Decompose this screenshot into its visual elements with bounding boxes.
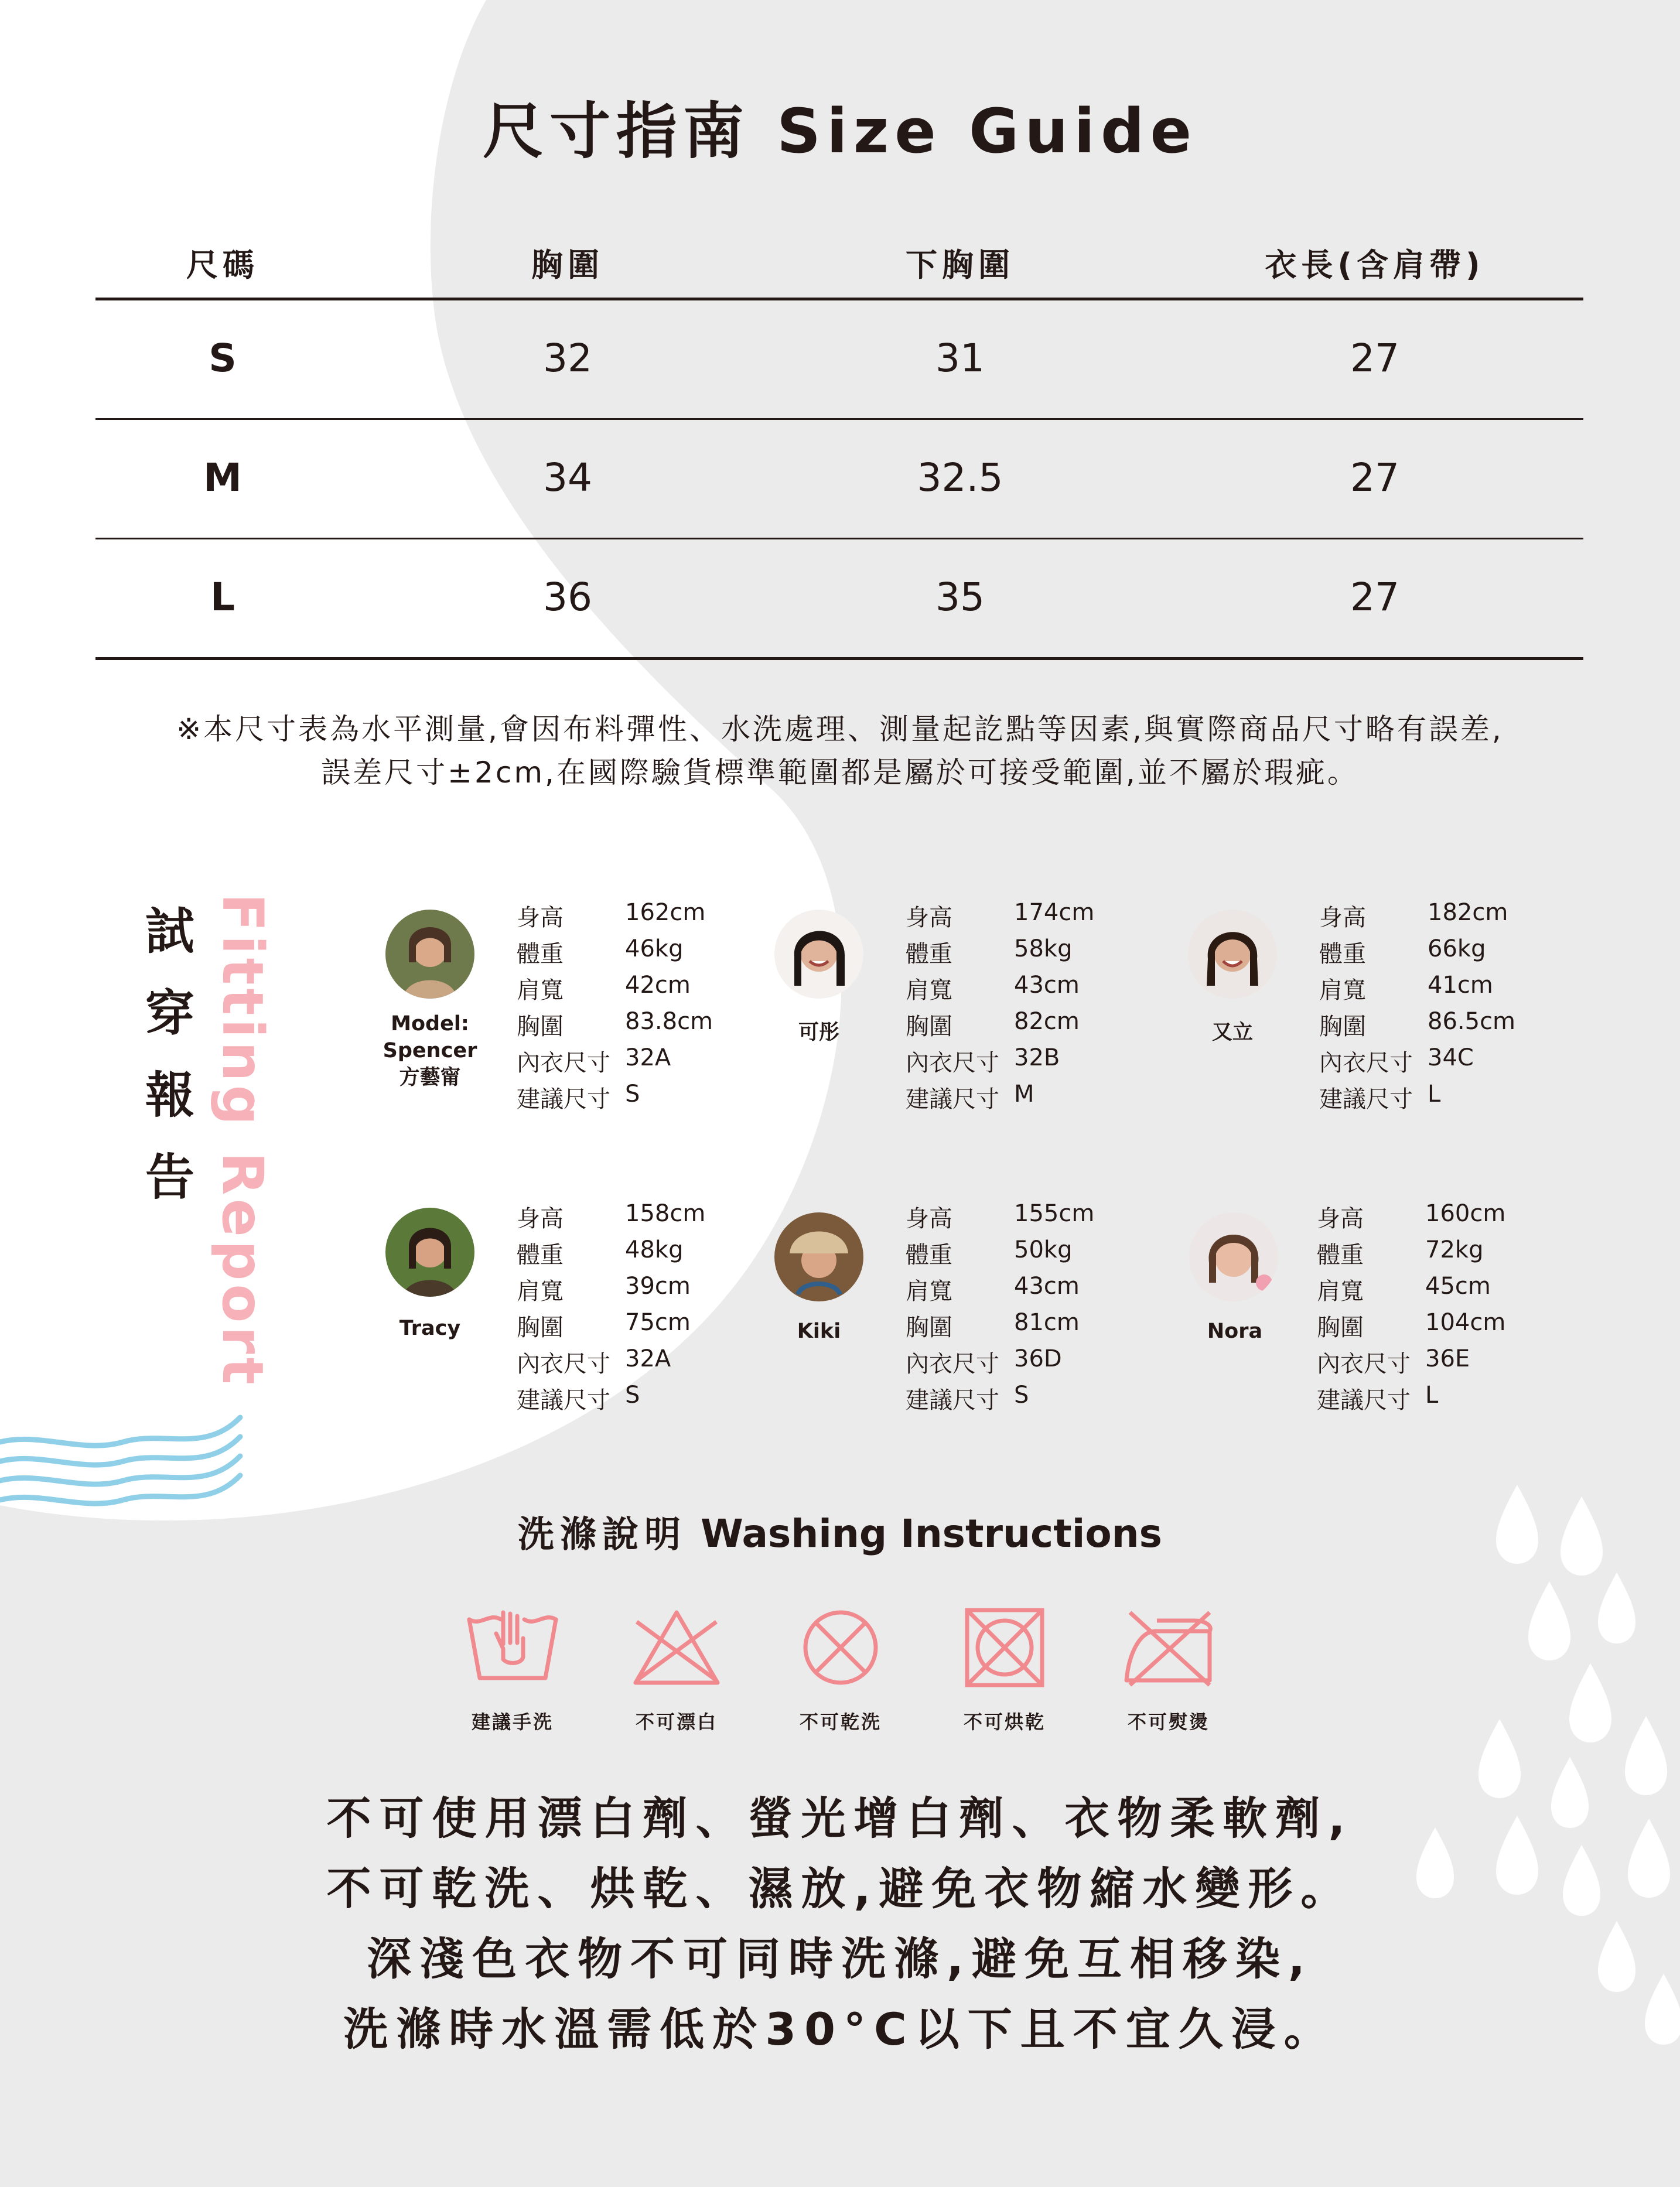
cell-bust: 32 xyxy=(543,336,592,381)
stat-label: 胸圍 xyxy=(1319,1013,1366,1040)
table-row xyxy=(95,420,1583,539)
stat-row xyxy=(1317,1200,1563,1236)
table-header-row xyxy=(95,228,1583,300)
stat-label: 建議尺寸 xyxy=(906,1086,999,1113)
stat-label: 身高 xyxy=(1319,904,1366,931)
model-name xyxy=(383,1010,477,1091)
stat-row xyxy=(1317,1309,1563,1345)
stat-value: 72kg xyxy=(1425,1236,1484,1263)
heading-char: 告 xyxy=(145,1149,194,1206)
stat-value: 83.8cm xyxy=(625,1008,713,1035)
washing-label: 不可熨燙 xyxy=(1127,1711,1210,1733)
stat-label: 體重 xyxy=(1319,941,1366,968)
stat-label: 建議尺寸 xyxy=(517,1387,610,1414)
stat-value: 36D xyxy=(1014,1345,1062,1372)
stat-value: L xyxy=(1425,1382,1439,1409)
stat-row xyxy=(906,1044,1152,1081)
stat-row xyxy=(906,1382,1152,1418)
stat-label: 身高 xyxy=(906,904,952,931)
stat-label: 內衣尺寸 xyxy=(1319,1050,1413,1077)
stat-value: 162cm xyxy=(625,899,706,926)
stat-row xyxy=(1317,1345,1563,1382)
stat-row xyxy=(906,1236,1152,1273)
stat-value: 39cm xyxy=(625,1273,691,1300)
model-name xyxy=(1212,1019,1253,1046)
note-line: ※本尺寸表為水平測量,會因布料彈性、水洗處理、測量起訖點等因素,與實際商品尺寸略有誤差, xyxy=(176,712,1504,746)
table-row xyxy=(95,300,1583,420)
stat-label: 體重 xyxy=(906,941,952,968)
stat-label: 胸圍 xyxy=(906,1314,952,1341)
model-name xyxy=(399,1315,460,1342)
stat-value: 34C xyxy=(1428,1044,1474,1071)
stat-value: 160cm xyxy=(1425,1200,1506,1227)
heading-char: 試 xyxy=(145,903,194,960)
stat-row xyxy=(517,1309,763,1345)
stat-label: 建議尺寸 xyxy=(517,1086,610,1113)
model-name-line: 又立 xyxy=(1211,1021,1254,1044)
stat-label: 胸圍 xyxy=(1317,1314,1364,1341)
stat-value: 174cm xyxy=(1014,899,1095,926)
stat-label: 體重 xyxy=(906,1242,952,1269)
measurement-note xyxy=(0,708,1680,794)
model-avatar xyxy=(774,1212,863,1301)
stat-value: 155cm xyxy=(1014,1200,1095,1227)
washing-text-line: 不可乾洗、烘乾、濕放,避免衣物縮水變形。 xyxy=(326,1863,1354,1915)
stat-row xyxy=(517,1200,763,1236)
stat-label: 內衣尺寸 xyxy=(906,1050,999,1077)
stat-value: 45cm xyxy=(1425,1273,1491,1300)
stat-value: 66kg xyxy=(1428,935,1486,962)
stat-label: 體重 xyxy=(1317,1242,1364,1269)
page-title: 尺寸指南 Size Guide xyxy=(482,95,1198,167)
stat-label: 胸圍 xyxy=(906,1013,952,1040)
model-name-line: Kiki xyxy=(797,1320,841,1343)
stat-value: 43cm xyxy=(1014,1273,1080,1300)
model-avatar xyxy=(385,1208,474,1297)
heading-char: 穿 xyxy=(145,985,194,1042)
stat-label: 肩寬 xyxy=(517,1278,564,1305)
hand-wash-icon xyxy=(466,1608,559,1690)
stat-label: 肩寬 xyxy=(1317,1278,1364,1305)
stat-row xyxy=(517,1382,763,1418)
stat-label: 內衣尺寸 xyxy=(906,1351,999,1378)
stat-row xyxy=(906,1309,1152,1345)
stat-value: 32A xyxy=(625,1044,671,1071)
model-name-line: 可彤 xyxy=(798,1021,840,1044)
model-name-line: 方藝甯 xyxy=(399,1066,461,1089)
stat-label: 肩寬 xyxy=(906,977,952,1004)
stat-value: L xyxy=(1428,1081,1441,1108)
cell-size: S xyxy=(209,336,237,381)
stat-value: S xyxy=(625,1081,640,1108)
stat-label: 身高 xyxy=(517,904,564,931)
cell-underbust: 35 xyxy=(935,575,985,620)
stat-value: 104cm xyxy=(1425,1309,1506,1336)
model-avatar xyxy=(385,910,474,999)
stat-value: 42cm xyxy=(625,972,691,999)
washing-title-zh: 洗滌說明 xyxy=(518,1513,687,1556)
washing-title xyxy=(0,1505,1680,1557)
no-tumble-dry-icon xyxy=(958,1608,1051,1690)
stat-row xyxy=(1317,1273,1563,1309)
washing-title-en: Washing Instructions xyxy=(701,1511,1162,1556)
stat-row xyxy=(1319,972,1565,1008)
stat-row xyxy=(517,1273,763,1309)
stat-label: 建議尺寸 xyxy=(906,1387,999,1414)
washing-text xyxy=(0,1783,1680,2065)
header-underbust: 下胸圍 xyxy=(906,247,1015,283)
stat-label: 內衣尺寸 xyxy=(1317,1351,1411,1378)
stat-value: 81cm xyxy=(1014,1309,1080,1336)
no-dry-clean-icon xyxy=(794,1608,887,1690)
stat-row xyxy=(1319,1044,1565,1081)
fitting-heading-zh xyxy=(141,890,199,1218)
stat-value: 36E xyxy=(1425,1345,1470,1372)
model-name xyxy=(1207,1318,1262,1345)
model-stats xyxy=(906,1200,1152,1418)
washing-text-line: 深淺色衣物不可同時洗滌,避免互相移染, xyxy=(367,1933,1313,1985)
stat-label: 內衣尺寸 xyxy=(517,1050,610,1077)
stat-value: 41cm xyxy=(1428,972,1493,999)
stat-row xyxy=(906,972,1152,1008)
cell-length: 27 xyxy=(1350,455,1399,500)
stat-row xyxy=(906,1200,1152,1236)
stat-value: S xyxy=(1014,1382,1029,1409)
no-iron-icon xyxy=(1122,1608,1215,1690)
stat-label: 內衣尺寸 xyxy=(517,1351,610,1378)
stat-row xyxy=(517,1345,763,1382)
stat-label: 建議尺寸 xyxy=(1317,1387,1411,1414)
stat-row xyxy=(906,1008,1152,1044)
washing-text-line: 不可使用漂白劑、螢光增白劑、衣物柔軟劑, xyxy=(326,1792,1354,1844)
cell-length: 27 xyxy=(1350,336,1399,381)
model-avatar xyxy=(774,910,863,999)
washing-label: 不可漂白 xyxy=(635,1711,718,1733)
washing-label: 不可乾洗 xyxy=(799,1711,882,1733)
stat-value: 86.5cm xyxy=(1428,1008,1516,1035)
stat-label: 體重 xyxy=(517,941,564,968)
size-table xyxy=(95,228,1583,660)
stat-row xyxy=(906,1273,1152,1309)
model-stats xyxy=(1317,1200,1563,1418)
cell-size: M xyxy=(203,455,242,500)
stat-label: 身高 xyxy=(1317,1205,1364,1232)
stat-label: 體重 xyxy=(517,1242,564,1269)
washing-text-line: 洗滌時水溫需低於30°C以下且不宜久浸。 xyxy=(343,2003,1337,2055)
stat-row xyxy=(517,1044,763,1081)
no-bleach-icon xyxy=(630,1608,723,1690)
stat-row xyxy=(517,899,763,935)
stat-value: 32A xyxy=(625,1345,671,1372)
stat-value: 48kg xyxy=(625,1236,684,1263)
model-stats xyxy=(906,899,1152,1117)
cell-bust: 34 xyxy=(543,455,592,500)
stat-value: 182cm xyxy=(1428,899,1508,926)
model-name xyxy=(797,1318,841,1345)
stat-row xyxy=(906,899,1152,935)
stat-row xyxy=(517,935,763,972)
cell-size: L xyxy=(210,575,235,620)
stat-value: 43cm xyxy=(1014,972,1080,999)
stat-row xyxy=(906,935,1152,972)
stat-value: 50kg xyxy=(1014,1236,1073,1263)
table-row xyxy=(95,539,1583,660)
stat-value: 75cm xyxy=(625,1309,691,1336)
stat-label: 建議尺寸 xyxy=(1319,1086,1413,1113)
header-bust: 胸圍 xyxy=(531,247,604,283)
stat-row xyxy=(906,1345,1152,1382)
stat-row xyxy=(1319,1008,1565,1044)
model-name-line: Tracy xyxy=(399,1317,461,1340)
cell-length: 27 xyxy=(1350,575,1399,620)
stat-row xyxy=(517,1236,763,1273)
model-avatar xyxy=(1189,1212,1278,1301)
stat-row xyxy=(1317,1236,1563,1273)
stat-row xyxy=(1319,935,1565,972)
stat-label: 身高 xyxy=(906,1205,952,1232)
stat-row xyxy=(906,1081,1152,1117)
stat-label: 身高 xyxy=(517,1205,564,1232)
model-name-line: Spencer xyxy=(383,1039,477,1062)
header-size: 尺碼 xyxy=(186,247,259,283)
note-line: 誤差尺寸±2cm,在國際驗貨標準範圍都是屬於可接受範圍,並不屬於瑕疵。 xyxy=(321,756,1359,790)
model-name xyxy=(798,1019,839,1046)
stat-label: 胸圍 xyxy=(517,1013,564,1040)
stat-value: 158cm xyxy=(625,1200,706,1227)
stat-row xyxy=(1319,899,1565,935)
model-stats xyxy=(517,899,763,1117)
stat-row xyxy=(517,1008,763,1044)
stat-row xyxy=(1317,1382,1563,1418)
model-name-line: Nora xyxy=(1207,1320,1263,1343)
stat-value: 82cm xyxy=(1014,1008,1080,1035)
washing-label: 建議手洗 xyxy=(471,1711,554,1733)
stat-row xyxy=(1319,1081,1565,1117)
stat-label: 胸圍 xyxy=(517,1314,564,1341)
model-stats xyxy=(517,1200,763,1418)
heading-char: 報 xyxy=(145,1067,194,1124)
model-stats xyxy=(1319,899,1565,1117)
cell-bust: 36 xyxy=(543,575,592,620)
header-length: 衣長(含肩帶) xyxy=(1265,247,1485,283)
fitting-heading-en: Fitting Report xyxy=(210,893,275,1388)
cell-underbust: 31 xyxy=(935,336,985,381)
cell-underbust: 32.5 xyxy=(917,455,1003,500)
model-name-line: Model: xyxy=(391,1012,469,1036)
washing-label: 不可烘乾 xyxy=(963,1711,1046,1733)
model-avatar xyxy=(1188,910,1277,999)
stat-value: 46kg xyxy=(625,935,684,962)
stat-label: 肩寬 xyxy=(906,1278,952,1305)
stat-row xyxy=(517,972,763,1008)
stat-label: 肩寬 xyxy=(1319,977,1366,1004)
stat-label: 肩寬 xyxy=(517,977,564,1004)
stat-value: S xyxy=(625,1382,640,1409)
stat-row xyxy=(517,1081,763,1117)
stat-value: 32B xyxy=(1014,1044,1060,1071)
stat-value: M xyxy=(1014,1081,1034,1108)
stat-value: 58kg xyxy=(1014,935,1073,962)
